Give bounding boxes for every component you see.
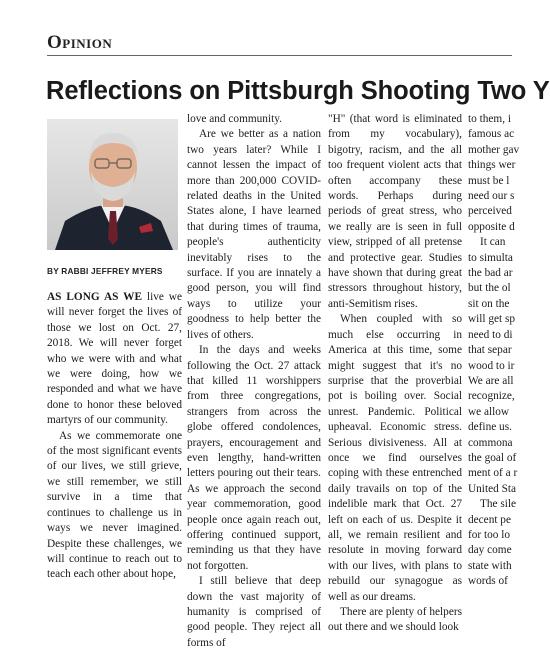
text-line: United Sta bbox=[468, 482, 517, 495]
text-line: opposite d bbox=[468, 220, 515, 233]
text-line: need to di bbox=[468, 328, 513, 341]
paragraph: In the days and weeks following the Oct. 27 attack that killed 11 worshippers from three congregations, strangers from across the globe offered condolences, prayers, encouragement and even lengthy, hand-written letters pouring out their tears. As we approach the second year commemoration, good people once again reach out, offering continued support, reminding us that they have not forgotten. bbox=[187, 344, 321, 572]
text-line: day come bbox=[468, 544, 512, 557]
text-line: that separ bbox=[468, 344, 512, 357]
lead-in: AS LONG AS WE bbox=[47, 291, 142, 303]
text-line: for too lo bbox=[468, 528, 511, 541]
paragraph: As we commemorate one of the most significant events of our lives, we still grieve, we still remember, we still survive in a time that continues to challenge us in ways we never imagined. Despite these challenges, we will continue to reach out to teach each other about hope, bbox=[47, 429, 182, 581]
lead-text: live we will never forget the lives of those we lost on Oct. 27, 2018. We will never forget who we were with and what we were doing, how we responded and what we have done to honor these beloved martyrs of our community. bbox=[47, 291, 182, 427]
author-portrait-image bbox=[47, 119, 178, 250]
text-line: things wer bbox=[468, 159, 516, 172]
text-line: to them, i bbox=[468, 113, 511, 125]
article-column-1 bbox=[47, 290, 182, 581]
article-column-4 bbox=[468, 112, 528, 588]
text-line: wood to ir bbox=[468, 359, 515, 372]
paragraph: Are we better as a nation two years later? While I cannot lessen the impact of more than 200,000 COVID-related deaths in the United States alone, I have learned that during times of trauma, people's authenticity inevitably rises to the surface. If you are innately a good person, you will find ways to utilize your goodness to help better the lives of others. bbox=[187, 128, 321, 341]
section-divider bbox=[47, 55, 512, 56]
paragraph: There are plenty of helpers out there and we should look bbox=[328, 606, 462, 634]
text-line: we allow bbox=[468, 405, 510, 418]
text-line: famous ac bbox=[468, 128, 515, 141]
text-line: sit on the bbox=[468, 297, 510, 310]
text-line: commona bbox=[468, 436, 513, 449]
byline: BY RABBI JEFFREY MYERS bbox=[47, 266, 163, 276]
text-line: We are all bbox=[468, 374, 514, 387]
text-line: must be l bbox=[468, 174, 510, 187]
text-line: the bad ar bbox=[468, 267, 513, 280]
text-line: It can bbox=[480, 236, 506, 249]
article-column-2 bbox=[187, 112, 321, 649]
article-column-3 bbox=[328, 112, 462, 634]
text-line: recognize, bbox=[468, 390, 515, 403]
paragraph: When coupled with so much else occurring in America at this time, some might suggest that it's no surprise that the proverbial pot is boiling over. Social unrest. Pandemic. Political upheaval. Economic stress. Serious divisiveness. All at once we find ourselves coping with these entrenched daily travails on top of the indelible mark that Oct. 27 left on each of us. Despite it all, we remain resilient and resolute in moving forward with our lives, with plans to rebuild our synagogue as well as our dreams. bbox=[328, 313, 462, 603]
text-line: but the ol bbox=[468, 282, 511, 295]
text-line: need our s bbox=[468, 190, 515, 203]
paragraph: I still believe that deep down the vast majority of humanity is comprised of good people. They reject all forms of bbox=[187, 575, 321, 649]
section-heading: Opinion bbox=[47, 32, 113, 53]
article-headline: Reflections on Pittsburgh Shooting Two Y bbox=[46, 77, 550, 105]
author-photo bbox=[47, 119, 178, 250]
text-line: ment of a r bbox=[468, 467, 518, 480]
text-line: the goal of bbox=[468, 451, 517, 464]
text-line: words of bbox=[468, 575, 508, 588]
paragraph bbox=[47, 290, 182, 429]
paragraph: love and community. bbox=[187, 113, 282, 125]
text-line: will get sp bbox=[468, 313, 516, 326]
text-line: decent pe bbox=[468, 513, 511, 526]
text-line: to simulta bbox=[468, 251, 513, 264]
text-line: define us. bbox=[468, 421, 512, 434]
text-line: state with bbox=[468, 559, 512, 572]
text-line: mother gav bbox=[468, 143, 520, 156]
text-line: perceived bbox=[468, 205, 512, 218]
text-line: The sile bbox=[480, 498, 517, 511]
paragraph: "H" (that word is eliminated from my vocabulary), bigotry, racism, and the all too frequent violent acts that often accompany these words. Perhaps during periods of great stress, who we really are is seen in full view, stripped of all pretense and protective gear. Studies have shown that during great stressors throughout history, anti-Semitism rises. bbox=[328, 113, 462, 310]
